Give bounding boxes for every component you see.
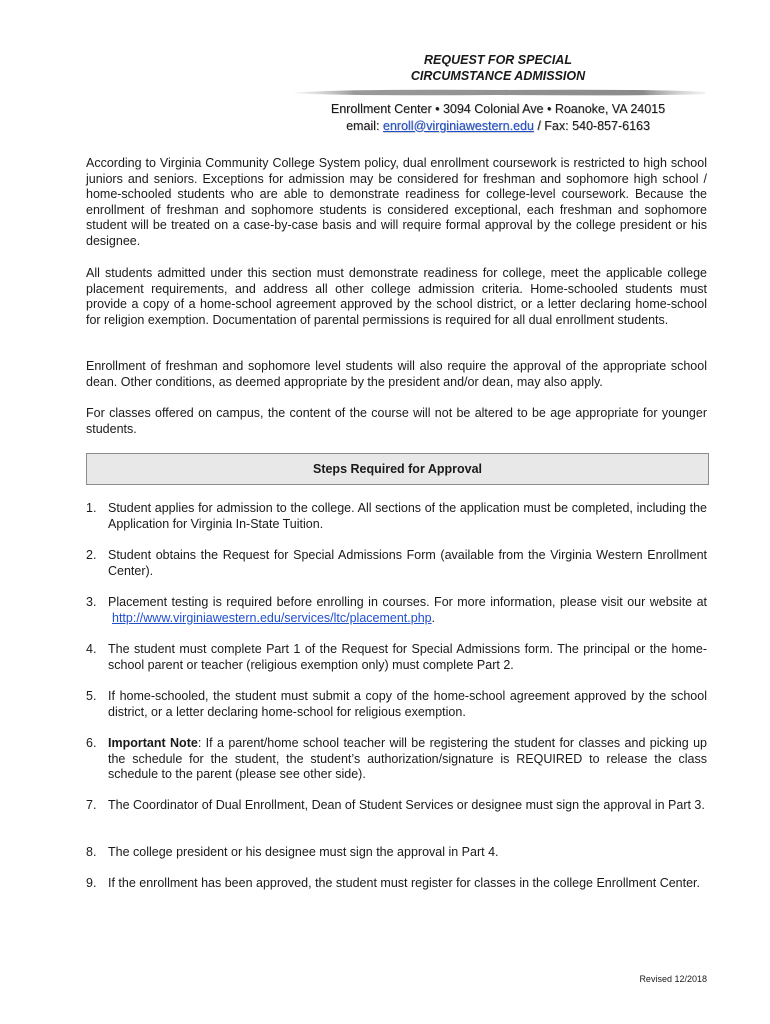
step-item [86,798,707,814]
step-number: 8. [86,845,97,859]
readiness-paragraph: All students admitted under this section must demonstrate readiness for college, meet the applicable college placement requirements, and address all other college admission criteria. Home-schooled students must provide a copy of a home-school agreement approved by the school district, or a letter declaring home-school for religion exemption. Documentation of parental permissions is required for all dual enrollment students. [86,266,707,327]
step-number: 9. [86,876,97,890]
step-text: If home-schooled, the student must submit a copy of the home-school agreement approved by the school district, or a letter declaring home-school for religious exemption. [108,689,707,719]
step-number: 3. [86,595,97,609]
step-text: Student obtains the Request for Special Admissions Form (available from the Virginia Western Enrollment Center). [108,548,707,578]
header-divider [292,88,705,96]
step-text: Placement testing is required before enrolling in courses. For more information, please visit our website at [108,595,707,609]
contact-info [300,101,696,134]
step-item [86,595,707,626]
fax-text: / Fax: 540-857-6163 [533,118,650,133]
step-item [86,845,707,861]
step-number: 4. [86,642,97,656]
title-line-1: REQUEST FOR SPECIAL [424,53,572,67]
step-number: 7. [86,798,97,812]
step-text: If the enrollment has been approved, the student must register for classes in the college Enrollment Center. [108,876,700,890]
step-item [86,548,707,579]
step-text: Student applies for admission to the college. All sections of the application must be completed, including the Application for Virginia In-State Tuition. [108,501,707,531]
policy-paragraph: According to Virginia Community College System policy, dual enrollment coursework is restricted to high school juniors and seniors. Exceptions for admission may be considered for freshman and sophomore high school / home-schooled students who are able to demonstrate readiness for college-level coursework. Because the enrollment of freshman and sophomore students is considered exceptional, each freshman and sophomore student will be treated on a case-by-case basis and will require formal approval by the college president or his designee. [86,156,707,248]
email-fax-line [300,118,696,135]
step-number: 6. [86,736,97,750]
step-text: : If a parent/home school teacher will be registering the student for classes and picking up the schedule for the student, the student’s authorization/signature is REQUIRED to release the class schedule to the parent (please see other side). [108,736,707,782]
step-text-wrap [108,736,707,783]
placement-link[interactable]: http://www.virginiawestern.edu/services/ltc/placement.php [112,610,432,625]
step-item [86,736,707,783]
course-content-paragraph: For classes offered on campus, the content of the course will not be altered to be age appropriate for younger students. [86,406,707,436]
title-line-2: CIRCUMSTANCE ADMISSION [410,69,586,83]
steps-heading-box [86,453,709,485]
steps-heading: Steps Required for Approval [312,462,482,476]
step-text-end: . [431,610,436,625]
step-number: 1. [86,501,97,515]
document-title [300,52,696,84]
step-number: 2. [86,548,97,562]
step-item [86,642,707,673]
step-text-wrap [108,595,707,626]
step-text: The student must complete Part 1 of the Request for Special Admissions form. The principal or the home-school parent or teacher (religious exemption only) must complete Part 2. [108,642,707,672]
email-label: email: [346,118,383,133]
revision-date: Revised 12/2018 [639,974,707,984]
address-line: Enrollment Center • 3094 Colonial Ave • Roanoke, VA 24015 [330,102,666,116]
step-item [86,689,707,720]
dean-approval-paragraph: Enrollment of freshman and sophomore level students will also require the approval of the appropriate school dean. Other conditions, as deemed appropriate by the president and/or dean, may also apply. [86,359,707,389]
step-text: The college president or his designee must sign the approval in Part 4. [108,845,499,859]
step-number: 5. [86,689,97,703]
step-text: The Coordinator of Dual Enrollment, Dean of Student Services or designee must sign the approval in Part 3. [108,798,705,812]
important-note-label: Important Note [108,736,198,750]
step-item [86,501,707,532]
email-link[interactable]: enroll@virginiawestern.edu [382,118,534,133]
step-item [86,876,707,892]
